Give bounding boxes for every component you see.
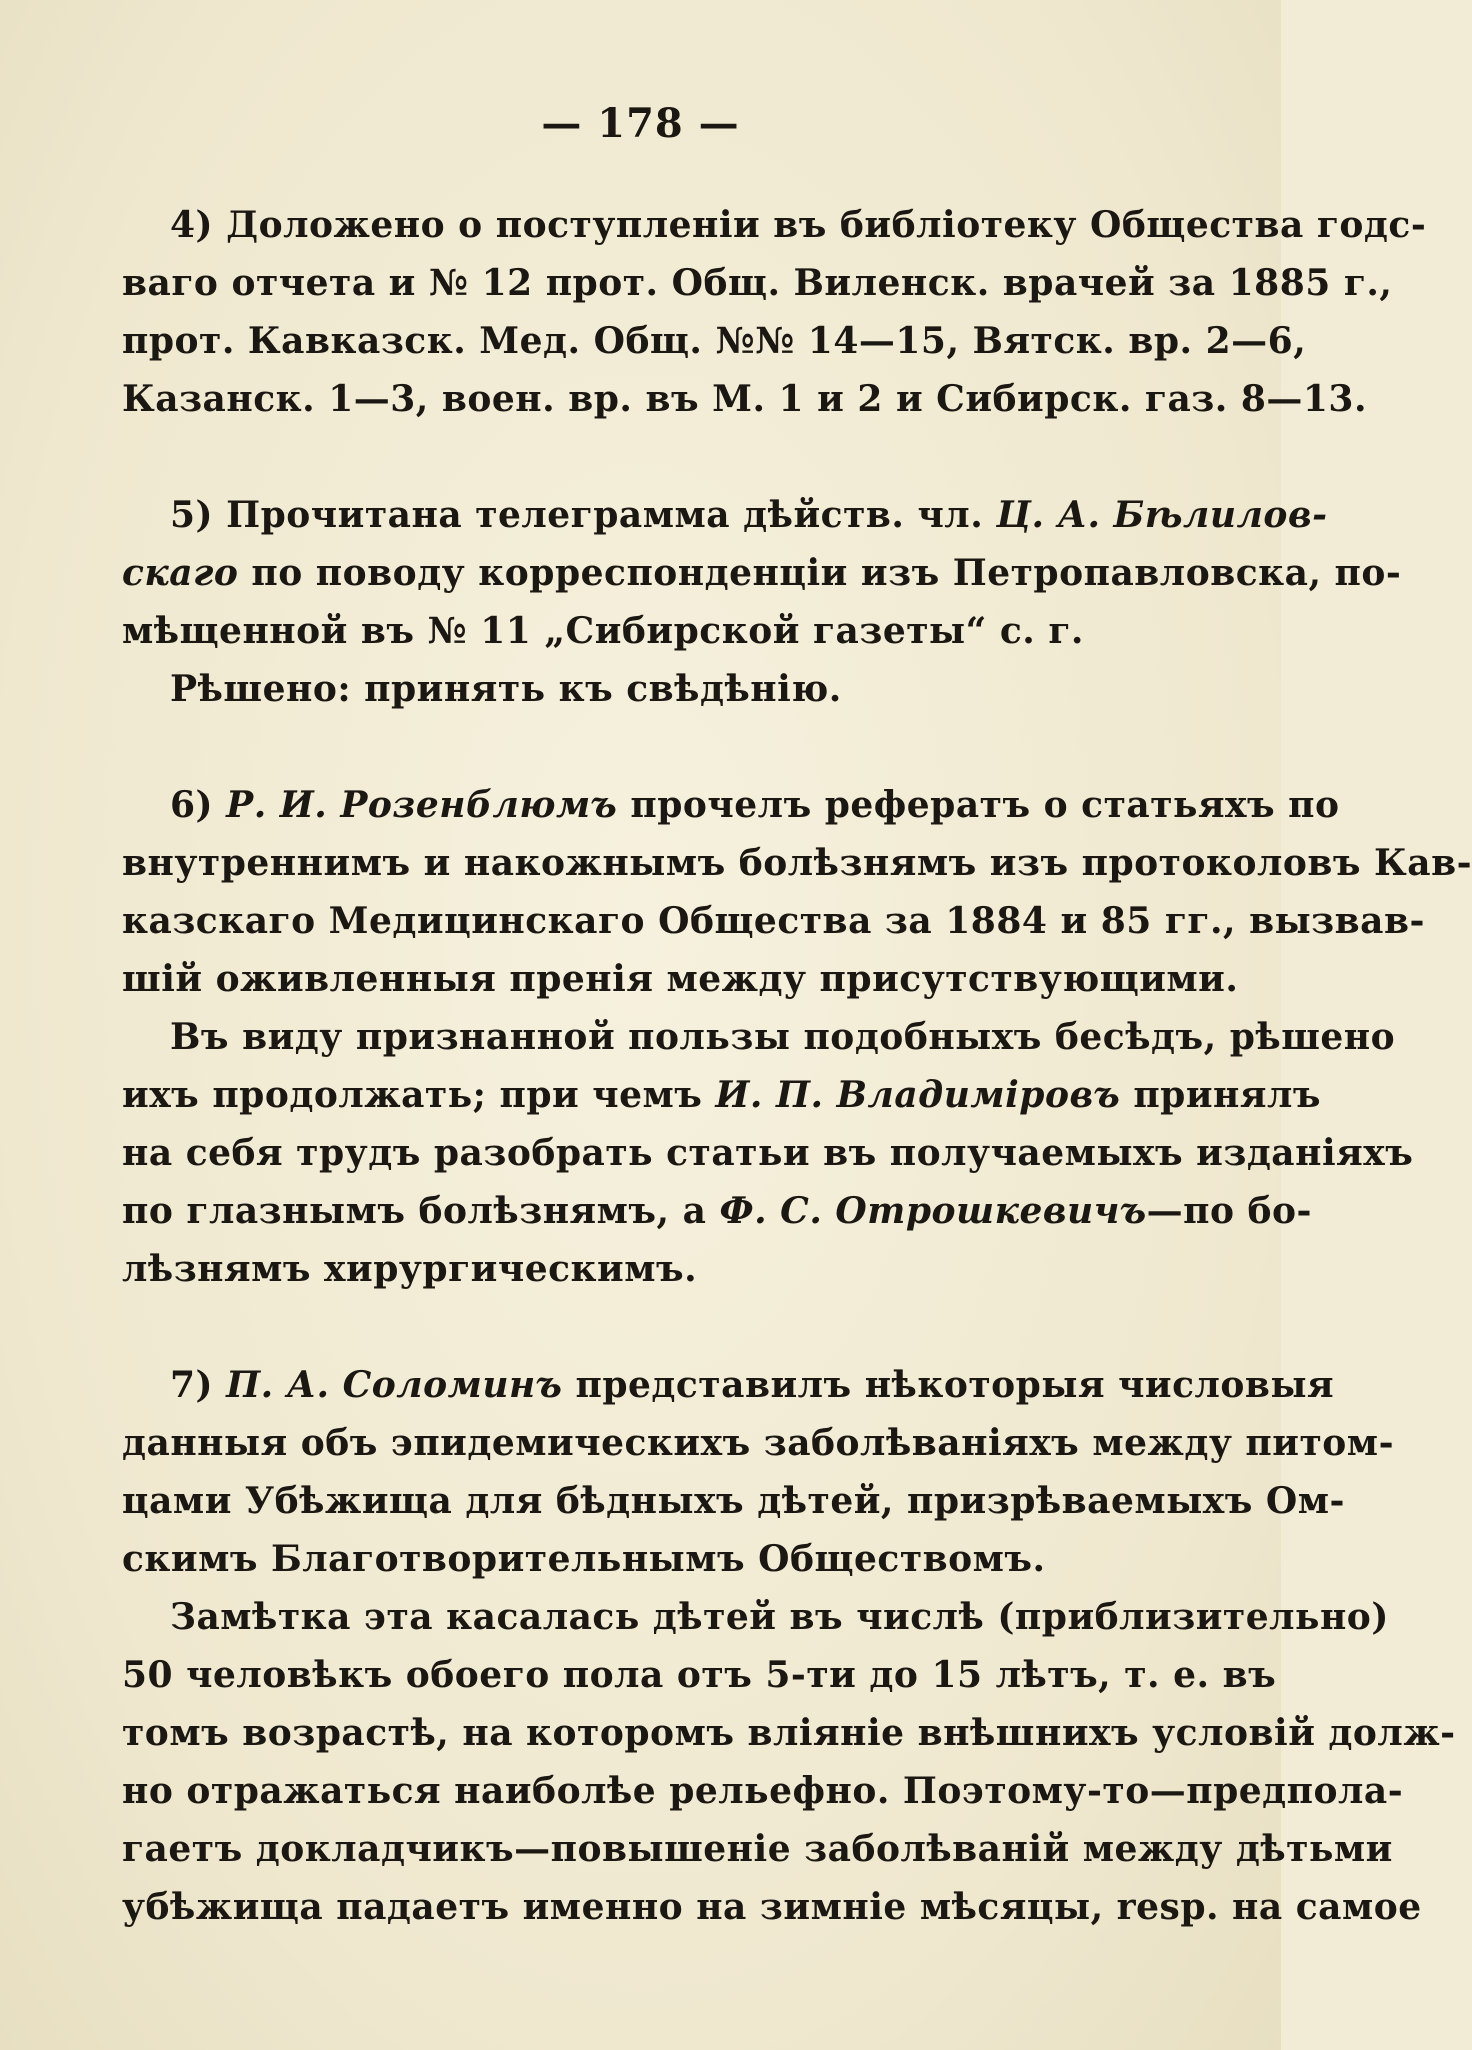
- text-line: 50 человѣкъ обоего пола отъ 5-ти до 15 лѣтъ, т. е. въ: [122, 1654, 1277, 1696]
- body-text: [122, 196, 1472, 1936]
- paragraph-7: [122, 1356, 1456, 1936]
- text-line: томъ возрастѣ, на которомъ вліяніе внѣшнихъ условій долж-: [122, 1712, 1456, 1754]
- text-line: прот. Кавказск. Мед. Общ. №№ 14—15, Вятск. вр. 2—6,: [122, 320, 1307, 362]
- text-line: казскаго Медицинскаго Общества за 1884 и 85 гг., вызвав-: [122, 900, 1425, 942]
- text-line: данныя объ эпидемическихъ заболѣваніяхъ между питом-: [122, 1422, 1395, 1464]
- text-line: скаго по поводу корреспонденціи изъ Петропавловска, по-: [122, 552, 1402, 594]
- text-line: внутреннимъ и накожнымъ болѣзнямъ изъ протоколовъ Кав-: [122, 842, 1472, 884]
- text-line: лѣзнямъ хирургическимъ.: [122, 1248, 698, 1290]
- text-line: цами Убѣжища для бѣдныхъ дѣтей, призрѣваемыхъ Ом-: [122, 1480, 1345, 1522]
- paragraph-4: [122, 196, 1427, 428]
- paragraph-6: [122, 776, 1472, 1298]
- page-number: — 178 —: [541, 100, 740, 147]
- text-line: 7) П. А. Соломинъ представилъ нѣкоторыя числовыя: [170, 1364, 1335, 1406]
- text-line: по глазнымъ болѣзнямъ, а Ф. С. Отрошкевичъ—по бо-: [122, 1190, 1312, 1232]
- text-line: ваго отчета и № 12 прот. Общ. Виленск. врачей за 1885 г.,: [122, 262, 1393, 304]
- person-name: скаго: [122, 552, 239, 594]
- person-name: И. П. Владиміровъ: [715, 1074, 1121, 1116]
- person-name: П. А. Соломинъ: [226, 1364, 563, 1406]
- person-name: Ц. А. Бѣлилов-: [996, 494, 1328, 536]
- text-line: 4) Доложено о поступленіи въ библіотеку Общества годс-: [170, 204, 1427, 246]
- text-line: Въ виду признанной пользы подобныхъ бесѣдъ, рѣшено: [170, 1016, 1396, 1058]
- person-name: Ф. С. Отрошкевичъ: [719, 1190, 1147, 1232]
- text-line: мѣщенной въ № 11 „Сибирской газеты“ с. г.: [122, 610, 1084, 652]
- text-line: шій оживленныя пренія между присутствующими.: [122, 958, 1239, 1000]
- text-line: скимъ Благотворительнымъ Обществомъ.: [122, 1538, 1046, 1580]
- text-line: на себя трудъ разобрать статьи въ получаемыхъ изданіяхъ: [122, 1132, 1414, 1174]
- text-line: Казанск. 1—3, воен. вр. въ М. 1 и 2 и Сибирск. газ. 8—13.: [122, 378, 1368, 420]
- text-line: Рѣшено: принять къ свѣдѣнію.: [170, 668, 842, 710]
- text-line: но отражаться наиболѣе рельефно. Поэтому-то—предпола-: [122, 1770, 1404, 1812]
- text-line: Замѣтка эта касалась дѣтей въ числѣ (приблизительно): [170, 1596, 1389, 1638]
- text-line: ихъ продолжать; при чемъ И. П. Владиміровъ принялъ: [122, 1074, 1321, 1116]
- text-line: гаетъ докладчикъ—повышеніе заболѣваній между дѣтьми: [122, 1828, 1393, 1870]
- text-line: 6) Р. И. Розенблюмъ прочелъ рефератъ о статьяхъ по: [170, 784, 1340, 826]
- text-line: убѣжища падаетъ именно на зимніе мѣсяцы, resp. на самое: [122, 1886, 1422, 1928]
- paragraph-5: [122, 486, 1402, 718]
- text-line: 5) Прочитана телеграмма дѣйств. чл. Ц. А. Бѣлилов-: [170, 494, 1328, 536]
- person-name: Р. И. Розенблюмъ: [226, 784, 618, 826]
